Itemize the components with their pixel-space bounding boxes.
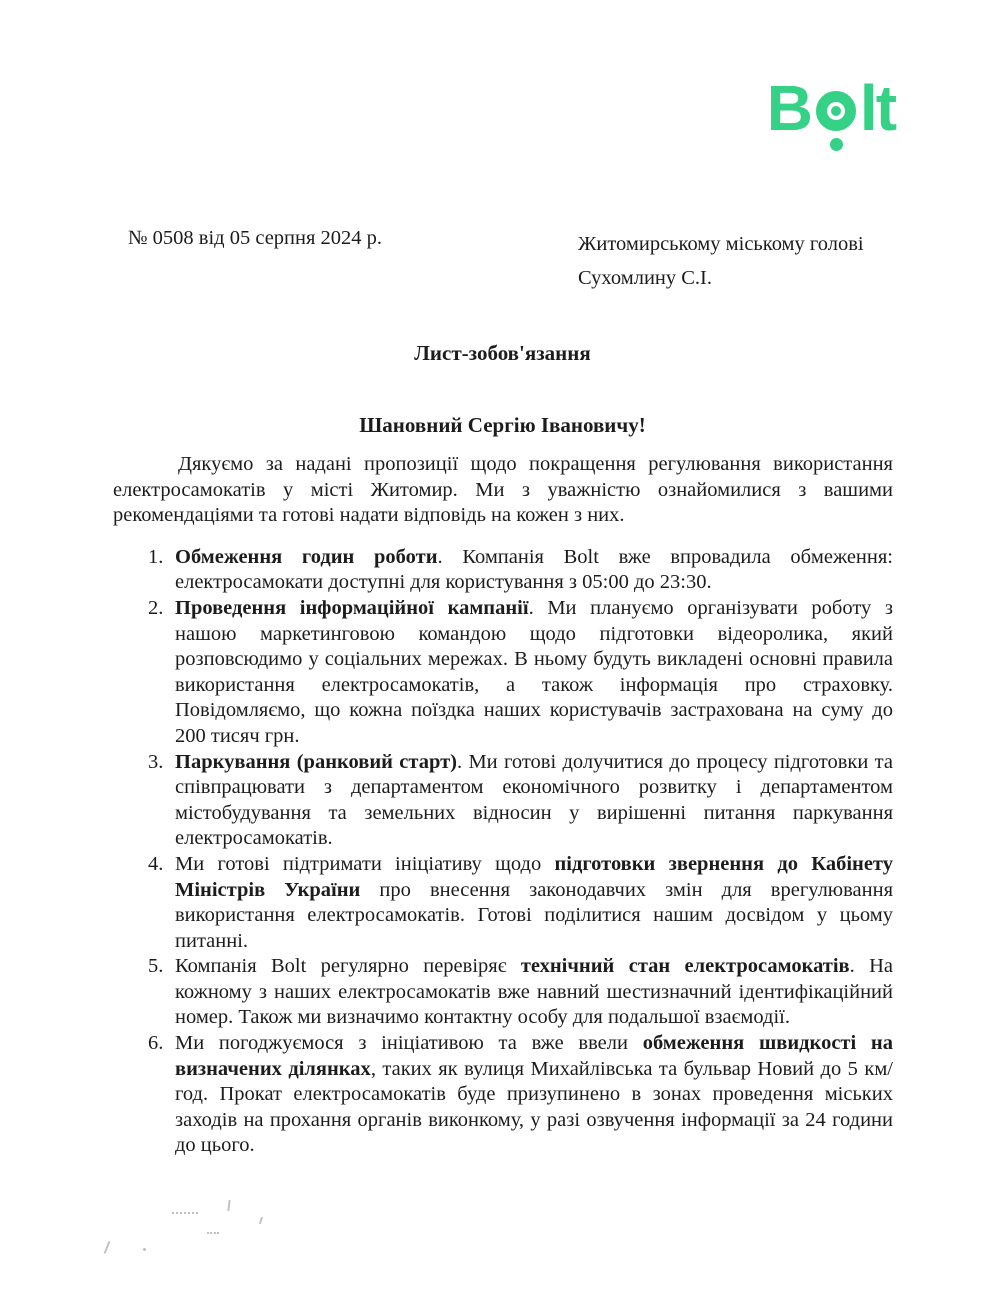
document-title: Лист-зобов'язання bbox=[414, 341, 591, 365]
commitments-list bbox=[148, 545, 893, 1159]
letter-body bbox=[113, 452, 893, 1159]
bolt-logo bbox=[766, 72, 895, 144]
scan-artifact bbox=[172, 1212, 198, 1214]
list-item-text: Проведення інформаційної кампанії. Ми плануємо організувати роботу з нашою маркетинговою командою щодо підготовки відеоролика, який розповсюдимо у соціальних мережах. В ньому будуть викладені основні правила використання електросамокатів, а також інформація про страховку. Повідомляємо, що кожна поїздка наших користувачів застрахована на суму до 200 тисяч грн. bbox=[175, 596, 893, 747]
scan-artifact bbox=[259, 1217, 263, 1224]
scan-artifact bbox=[227, 1200, 230, 1211]
list-item-number: 6. bbox=[148, 1032, 164, 1055]
logo-letters-lt: lt bbox=[859, 72, 895, 144]
intro-paragraph: Дякуємо за надані пропозиції щодо покращення регулювання використання електросамокатів у місті Житомир. Ми з уважністю ознайомилися з вашими рекомендаціями та готові надати відповідь на кожен з них. bbox=[113, 453, 893, 527]
list-item-text: Ми погоджуємося з ініціативою та вже ввели обмеження швидкості на визначених ділянках, таких як вулиця Михайлівська та бульвар Новий до 5 км/год. Прокат електросамокатів буде призупинено в зонах проведення міських заходів на прохання органів виконкому, у разі озвучення інформації за 24 години до цього. bbox=[175, 1032, 893, 1157]
salutation: Шановний Сергію Івановичу! bbox=[359, 413, 646, 437]
list-item-number: 2. bbox=[148, 596, 164, 619]
scan-artifact bbox=[104, 1241, 111, 1254]
list-item-text: Паркування (ранковий старт). Ми готові долучитися до процесу підготовки та співпрацювати з департаментом економічного розвитку і департаментом містобудування та земельних відносин у вирішенні питання паркування електросамокатів. bbox=[175, 750, 893, 850]
logo-letter-b: B bbox=[766, 72, 811, 144]
list-item bbox=[148, 596, 893, 750]
list-item-number: 4. bbox=[148, 852, 164, 875]
list-item bbox=[148, 852, 893, 954]
list-item-number: 1. bbox=[148, 545, 164, 568]
logo-letter-o-icon bbox=[816, 91, 856, 131]
list-item-number: 5. bbox=[148, 955, 164, 978]
logo-o-center-dot bbox=[831, 106, 841, 116]
logo-o-under-dot bbox=[830, 138, 843, 151]
reference-number: № 0508 від 05 серпня 2024 р. bbox=[128, 227, 383, 249]
list-item-text: Ми готові підтримати ініціативу щодо підготовки звернення до Кабінету Міністрів України про внесення законодавчих змін для врегулювання використання електросамокатів. Готові поділитися нашим досвідом у цьому питанні. bbox=[175, 852, 893, 952]
list-item-number: 3. bbox=[148, 750, 164, 773]
list-item bbox=[148, 750, 893, 852]
list-item-text: Компанія Bolt регулярно перевіряє технічний стан електросамокатів. На кожному з наших електросамокатів вже навний шестизначний ідентифікаційний номер. Також ми визначимо контактну особу для подальшої взаємодії. bbox=[175, 955, 893, 1029]
list-item bbox=[148, 1031, 893, 1159]
recipient-block bbox=[578, 227, 864, 295]
recipient-line1: Житомирському міському голові bbox=[578, 233, 864, 255]
list-item bbox=[148, 954, 893, 1031]
scan-artifact bbox=[143, 1248, 146, 1251]
scan-artifact bbox=[207, 1232, 219, 1234]
recipient-line2: Сухомлину С.І. bbox=[578, 267, 713, 289]
list-item-text: Обмеження годин роботи. Компанія Bolt вже впровадила обмеження: електросамокати доступні для користування з 05:00 до 23:30. bbox=[175, 545, 894, 594]
list-item bbox=[148, 545, 893, 596]
